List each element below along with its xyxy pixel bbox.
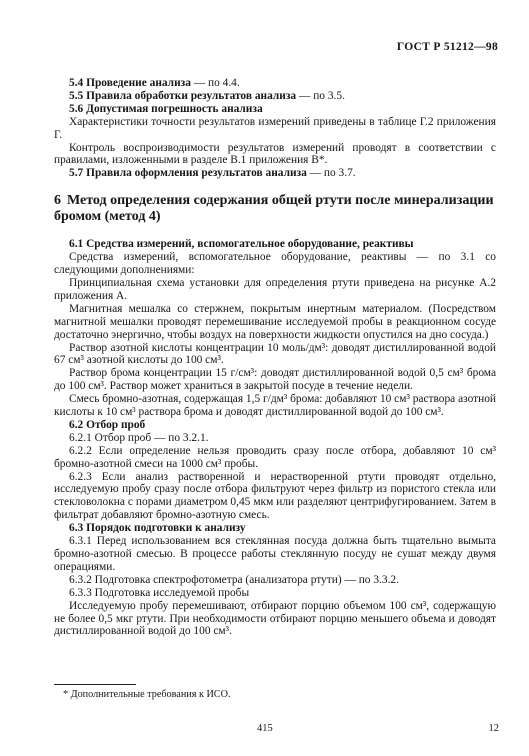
clause-6-2-2: 6.2.2 Если определение нельзя проводить сразу после отбора, добавляют 10 см³ бромно-азотной смеси на 1000 см³ пробы. xyxy=(54,444,496,470)
clause-5-6: 5.6 Допустимая погрешность анализа xyxy=(69,102,263,115)
paragraph-5-6-reproducibility: Контроль воспроизводимости результатов измерений проводят в соответствии с правилами, изложенными в разделе В.1 приложения В*. xyxy=(54,141,496,167)
paragraph-6-1-6: Смесь бромно-азотная, содержащая 1,5 г/дм³ брома: добавляют 10 см³ раствора азотной кислоты к 10 см³ раствора брома и доводят дистиллированной водой до 100 см³. xyxy=(54,393,496,419)
clause-6-2-3: 6.2.3 Если анализ растворенной и нерастворенной ртути проводят отдельно, исследуемую пробу сразу после отбора фильтруют через фильтр из пористого стекла или стекловолокна с порами диаметром 0,45 мкм или разделяют центрифугированием. Затем в фильтрат добавляют бромно-азотную смесь. xyxy=(54,470,496,522)
page-number-right: 12 xyxy=(488,723,499,734)
clause-5-5: 5.5 Правила обработки результатов анализа — по 3.5. xyxy=(69,89,345,102)
footnote-divider xyxy=(54,684,136,685)
clause-6-3-1: 6.3.1 Перед использованием вся стеклянная посуда должна быть тщательно вымыта бромно-азотной смесью. В процессе работы стеклянную посуду не сушат между двумя операциями. xyxy=(54,535,496,573)
section-6-heading: 6 Метод определения содержания общей ртути после минерализации бромом (метод 4) xyxy=(54,193,494,224)
subsection-6-3-heading: 6.3 Порядок подготовки к анализу xyxy=(69,522,246,535)
clause-5-4: 5.4 Проведение анализа — по 4.4. xyxy=(69,77,240,89)
page-number-center: 415 xyxy=(257,723,273,734)
paragraph-6-1-5: Раствор брома концентрации 15 г/см³: доводят дистиллированной водой 0,5 см³ брома до 100 см³. Раствор может храниться в закрытой посуде в течение недели. xyxy=(54,367,496,393)
paragraph-5-6-accuracy: Характеристики точности результатов измерений приведены в таблице Г.2 приложения Г. xyxy=(54,115,496,141)
subsection-6-2-heading: 6.2 Отбор проб xyxy=(69,418,146,431)
clause-6-2-1: 6.2.1 Отбор проб — по 3.2.1. xyxy=(69,431,209,444)
paragraph-6-1-4: Раствор азотной кислоты концентрации 10 моль/дм³: доводят дистиллированной водой 67 см³ азотной кислоты до 100 см³. xyxy=(54,341,496,367)
subsection-6-1-heading: 6.1 Средства измерений, вспомогательное оборудование, реактивы xyxy=(69,238,414,251)
paragraph-6-1-1: Средства измерений, вспомогательное оборудование, реактивы — по 3.1 со следующими дополнениями: xyxy=(54,251,496,277)
page-body xyxy=(54,77,496,638)
clause-6-3-2: 6.3.2 Подготовка спектрофотометра (анализатора ртути) — по 3.3.2. xyxy=(69,573,399,586)
document-code-header: ГОСТ Р 51212—98 xyxy=(396,41,498,53)
clause-6-3-3: 6.3.3 Подготовка исследуемой пробы xyxy=(69,586,250,599)
paragraph-6-3-3-body: Исследуемую пробу перемешивают, отбирают порцию объемом 100 см³, содержащую не более 0,5 мкг ртути. При необходимости отбирают порцию меньшего объема и доводят дистиллированной водой до 100 см³. xyxy=(54,599,496,638)
footnote: * Дополнительные требования к ИСО. xyxy=(63,689,231,700)
paragraph-6-1-2: Принципиальная схема установки для определения ртути приведена на рисунке А.2 приложения А. xyxy=(54,276,496,302)
paragraph-6-1-3: Магнитная мешалка со стержнем, покрытым инертным материалом. (Посредством магнитной мешалки проводят перемешивание исследуемой пробы в реакционном сосуде достаточно энергично, чтобы воздух на поверхности жидкости опустился на дно сосуда.) xyxy=(54,302,496,341)
clause-5-7: 5.7 Правила оформления результатов анализа — по 3.7. xyxy=(69,167,356,180)
